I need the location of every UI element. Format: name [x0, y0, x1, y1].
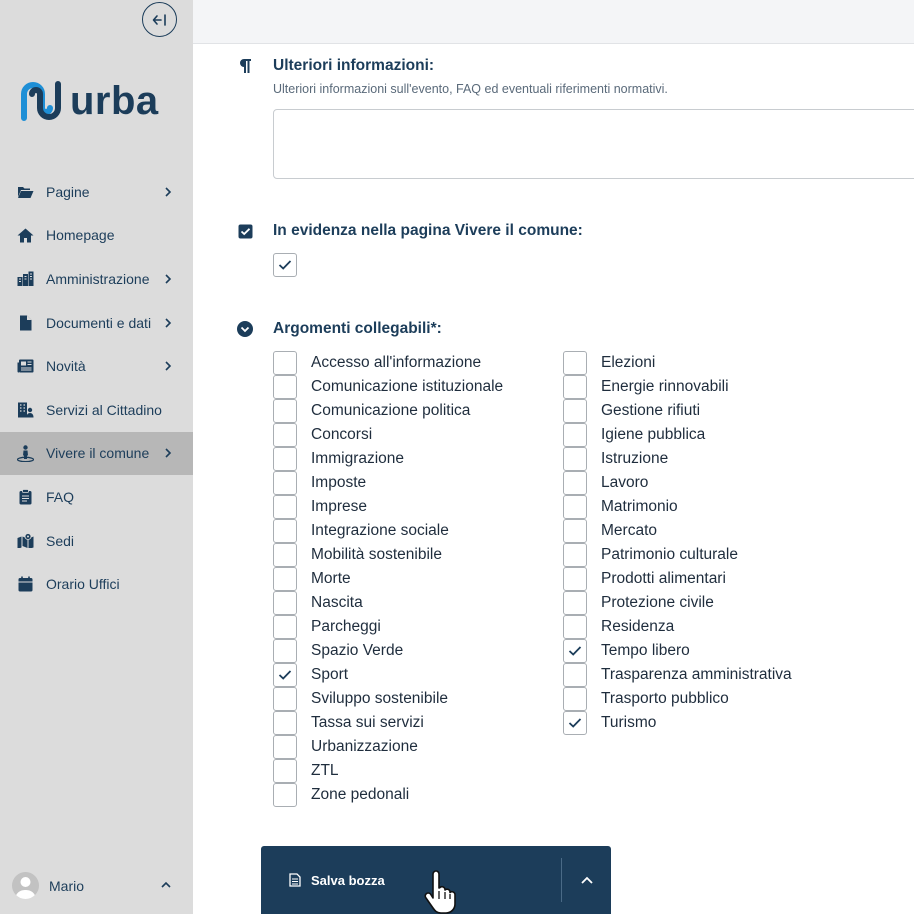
argomento-checkbox[interactable] — [563, 375, 587, 399]
argomento-label[interactable]: Prodotti alimentari — [601, 570, 726, 587]
argomento-checkbox[interactable] — [563, 543, 587, 567]
chevron-circle-down-icon — [237, 321, 253, 337]
argomento-label[interactable]: Lavoro — [601, 474, 649, 491]
sidebar-item-orario-uffici[interactable] — [0, 562, 193, 606]
user-name: Mario — [49, 877, 85, 894]
user-icon — [12, 872, 39, 899]
argomento-label[interactable]: Energie rinnovabili — [601, 378, 729, 395]
calendar-icon — [16, 575, 34, 593]
argomento-label[interactable]: Sport — [311, 666, 349, 683]
argomento-checkbox[interactable] — [273, 543, 297, 567]
argomento-checkbox[interactable] — [273, 639, 297, 663]
argomento-label[interactable]: Istruzione — [601, 450, 669, 467]
argomento-checkbox[interactable] — [563, 687, 587, 711]
sidebar-item-label: Sedi — [46, 532, 75, 549]
sidebar-item-documenti-e-dati[interactable] — [0, 301, 193, 345]
argomento-checkbox[interactable] — [273, 423, 297, 447]
argomento-checkbox[interactable] — [563, 351, 587, 375]
map-location-icon — [16, 532, 34, 550]
argomento-checkbox[interactable] — [563, 567, 587, 591]
argomento-label[interactable]: Trasporto pubblico — [601, 690, 729, 707]
argomento-checkbox[interactable] — [563, 615, 587, 639]
check-icon — [278, 669, 292, 681]
argomento-label[interactable]: Parcheggi — [311, 618, 381, 635]
argomento-checkbox[interactable] — [273, 495, 297, 519]
argomento-label[interactable]: Nascita — [311, 594, 363, 611]
home-icon — [16, 226, 34, 244]
argomento-checkbox[interactable] — [273, 447, 297, 471]
sidebar-item-vivere-il-comune[interactable] — [0, 432, 193, 476]
argomento-label[interactable]: Accesso all'informazione — [311, 354, 482, 371]
save-draft-button[interactable] — [261, 846, 561, 914]
check-icon — [278, 259, 292, 271]
arrow-left-to-bar-icon — [152, 13, 168, 27]
chevron-right-icon — [163, 187, 173, 197]
argomento-label[interactable]: Protezione civile — [601, 594, 714, 611]
ulteriori-title: Ulteriori informazioni: — [273, 57, 435, 74]
argomento-label[interactable]: Concorsi — [311, 426, 373, 443]
argomento-label[interactable]: Mercato — [601, 522, 657, 539]
evidenza-checkbox[interactable] — [273, 253, 297, 277]
top-bar — [193, 0, 914, 44]
argomento-checkbox[interactable] — [563, 399, 587, 423]
sidebar-item-sedi[interactable] — [0, 519, 193, 563]
argomento-label[interactable]: Tassa sui servizi — [311, 714, 424, 731]
newspaper-icon — [16, 357, 34, 375]
sidebar-item-pagine[interactable] — [0, 170, 193, 214]
sidebar-nav — [0, 170, 193, 606]
sidebar — [0, 0, 193, 914]
evidenza-title: In evidenza nella pagina Vivere il comune: — [273, 222, 583, 239]
argomento-label[interactable]: Morte — [311, 570, 351, 587]
chevron-up-icon — [161, 880, 171, 890]
sidebar-item-label: Servizi al Cittadino — [46, 401, 162, 418]
more-actions-button[interactable] — [562, 846, 611, 914]
argomento-checkbox[interactable] — [563, 495, 587, 519]
sidebar-item-label: Amministrazione — [46, 270, 150, 287]
chevron-right-icon — [163, 448, 173, 458]
argomento-label[interactable]: Imposte — [311, 474, 367, 491]
sidebar-item-homepage[interactable] — [0, 214, 193, 258]
logo-text: urba — [70, 79, 159, 123]
chevron-right-icon — [163, 274, 173, 284]
argomento-checkbox[interactable] — [273, 471, 297, 495]
argomento-label[interactable]: Matrimonio — [601, 498, 678, 515]
argomento-label[interactable]: Igiene pubblica — [601, 426, 706, 443]
argomento-checkbox[interactable] — [563, 519, 587, 543]
argomento-checkbox[interactable] — [273, 735, 297, 759]
avatar — [12, 872, 39, 899]
city-icon — [16, 270, 34, 288]
checkbox-checked-icon — [237, 223, 253, 239]
sidebar-item-amministrazione[interactable] — [0, 257, 193, 301]
sidebar-item-label: Vivere il comune — [46, 445, 150, 462]
sidebar-item-novit[interactable] — [0, 344, 193, 388]
argomento-label[interactable]: Turismo — [601, 714, 657, 731]
argomento-checkbox[interactable] — [563, 639, 587, 663]
urba-logo-icon — [18, 78, 64, 124]
argomento-label[interactable]: Patrimonio culturale — [601, 546, 738, 563]
argomento-label[interactable]: Tempo libero — [601, 642, 690, 659]
argomento-checkbox[interactable] — [273, 687, 297, 711]
argomento-checkbox[interactable] — [563, 663, 587, 687]
building-user-icon — [16, 401, 34, 419]
check-icon — [568, 717, 582, 729]
argomento-checkbox[interactable] — [273, 375, 297, 399]
sidebar-item-label: Homepage — [46, 227, 115, 244]
ulteriori-textarea[interactable] — [273, 109, 914, 179]
main-content — [193, 44, 914, 914]
argomento-label[interactable]: Mobilità sostenibile — [311, 546, 442, 563]
person-map-pin-icon — [16, 444, 34, 462]
argomento-checkbox[interactable] — [563, 711, 587, 735]
argomento-checkbox[interactable] — [273, 591, 297, 615]
sidebar-item-label: FAQ — [46, 488, 75, 505]
check-icon — [568, 645, 582, 657]
argomento-checkbox[interactable] — [563, 471, 587, 495]
argomento-label[interactable]: Elezioni — [601, 354, 656, 371]
argomento-label[interactable]: ZTL — [311, 762, 339, 779]
argomento-label[interactable]: Sviluppo sostenibile — [311, 690, 449, 707]
argomento-label[interactable]: Integrazione sociale — [311, 522, 449, 539]
chevron-up-icon — [581, 876, 593, 884]
argomento-checkbox[interactable] — [273, 783, 297, 807]
argomento-checkbox[interactable] — [563, 423, 587, 447]
argomento-label[interactable]: Gestione rifiuti — [601, 402, 701, 419]
argomento-label[interactable]: Comunicazione politica — [311, 402, 471, 419]
argomento-checkbox[interactable] — [273, 759, 297, 783]
argomento-label[interactable]: Zone pedonali — [311, 786, 410, 803]
sidebar-item-label: Pagine — [46, 183, 90, 200]
ulteriori-description: Ulteriori informazioni sull'evento, FAQ ed eventuali riferimenti normativi. — [273, 82, 668, 96]
file-icon — [289, 873, 301, 887]
argomento-checkbox[interactable] — [273, 663, 297, 687]
argomento-label[interactable]: Imprese — [311, 498, 367, 515]
paragraph-icon — [237, 58, 253, 74]
argomento-checkbox[interactable] — [273, 399, 297, 423]
logo[interactable] — [18, 78, 159, 124]
save-draft-label: Salva bozza — [311, 872, 385, 888]
argomento-checkbox[interactable] — [563, 447, 587, 471]
argomento-checkbox[interactable] — [563, 591, 587, 615]
argomento-label[interactable]: Comunicazione istituzionale — [311, 378, 504, 395]
argomenti-title: Argomenti collegabili*: — [273, 320, 442, 337]
argomento-label[interactable]: Urbanizzazione — [311, 738, 418, 755]
chevron-right-icon — [163, 361, 173, 371]
document-icon — [16, 314, 34, 332]
clipboard-icon — [16, 488, 34, 506]
argomento-label[interactable]: Residenza — [601, 618, 675, 635]
argomento-checkbox[interactable] — [273, 567, 297, 591]
chevron-right-icon — [163, 318, 173, 328]
argomento-checkbox[interactable] — [273, 711, 297, 735]
argomento-checkbox[interactable] — [273, 519, 297, 543]
argomento-label[interactable]: Spazio Verde — [311, 642, 404, 659]
argomento-checkbox[interactable] — [273, 615, 297, 639]
argomento-checkbox[interactable] — [273, 351, 297, 375]
collapse-sidebar-button[interactable] — [142, 2, 177, 37]
argomento-label[interactable]: Immigrazione — [311, 450, 405, 467]
hand-pointer-icon — [423, 870, 457, 914]
user-menu[interactable] — [12, 872, 177, 899]
sidebar-item-label: Novità — [46, 358, 86, 375]
folder-open-icon — [16, 183, 34, 201]
sidebar-item-label: Documenti e dati — [46, 314, 152, 331]
sidebar-item-label: Orario Uffici — [46, 576, 120, 593]
sidebar-item-faq[interactable] — [0, 475, 193, 519]
argomento-label[interactable]: Trasparenza amministrativa — [601, 666, 792, 683]
sidebar-item-servizi-al-cittadino[interactable] — [0, 388, 193, 432]
